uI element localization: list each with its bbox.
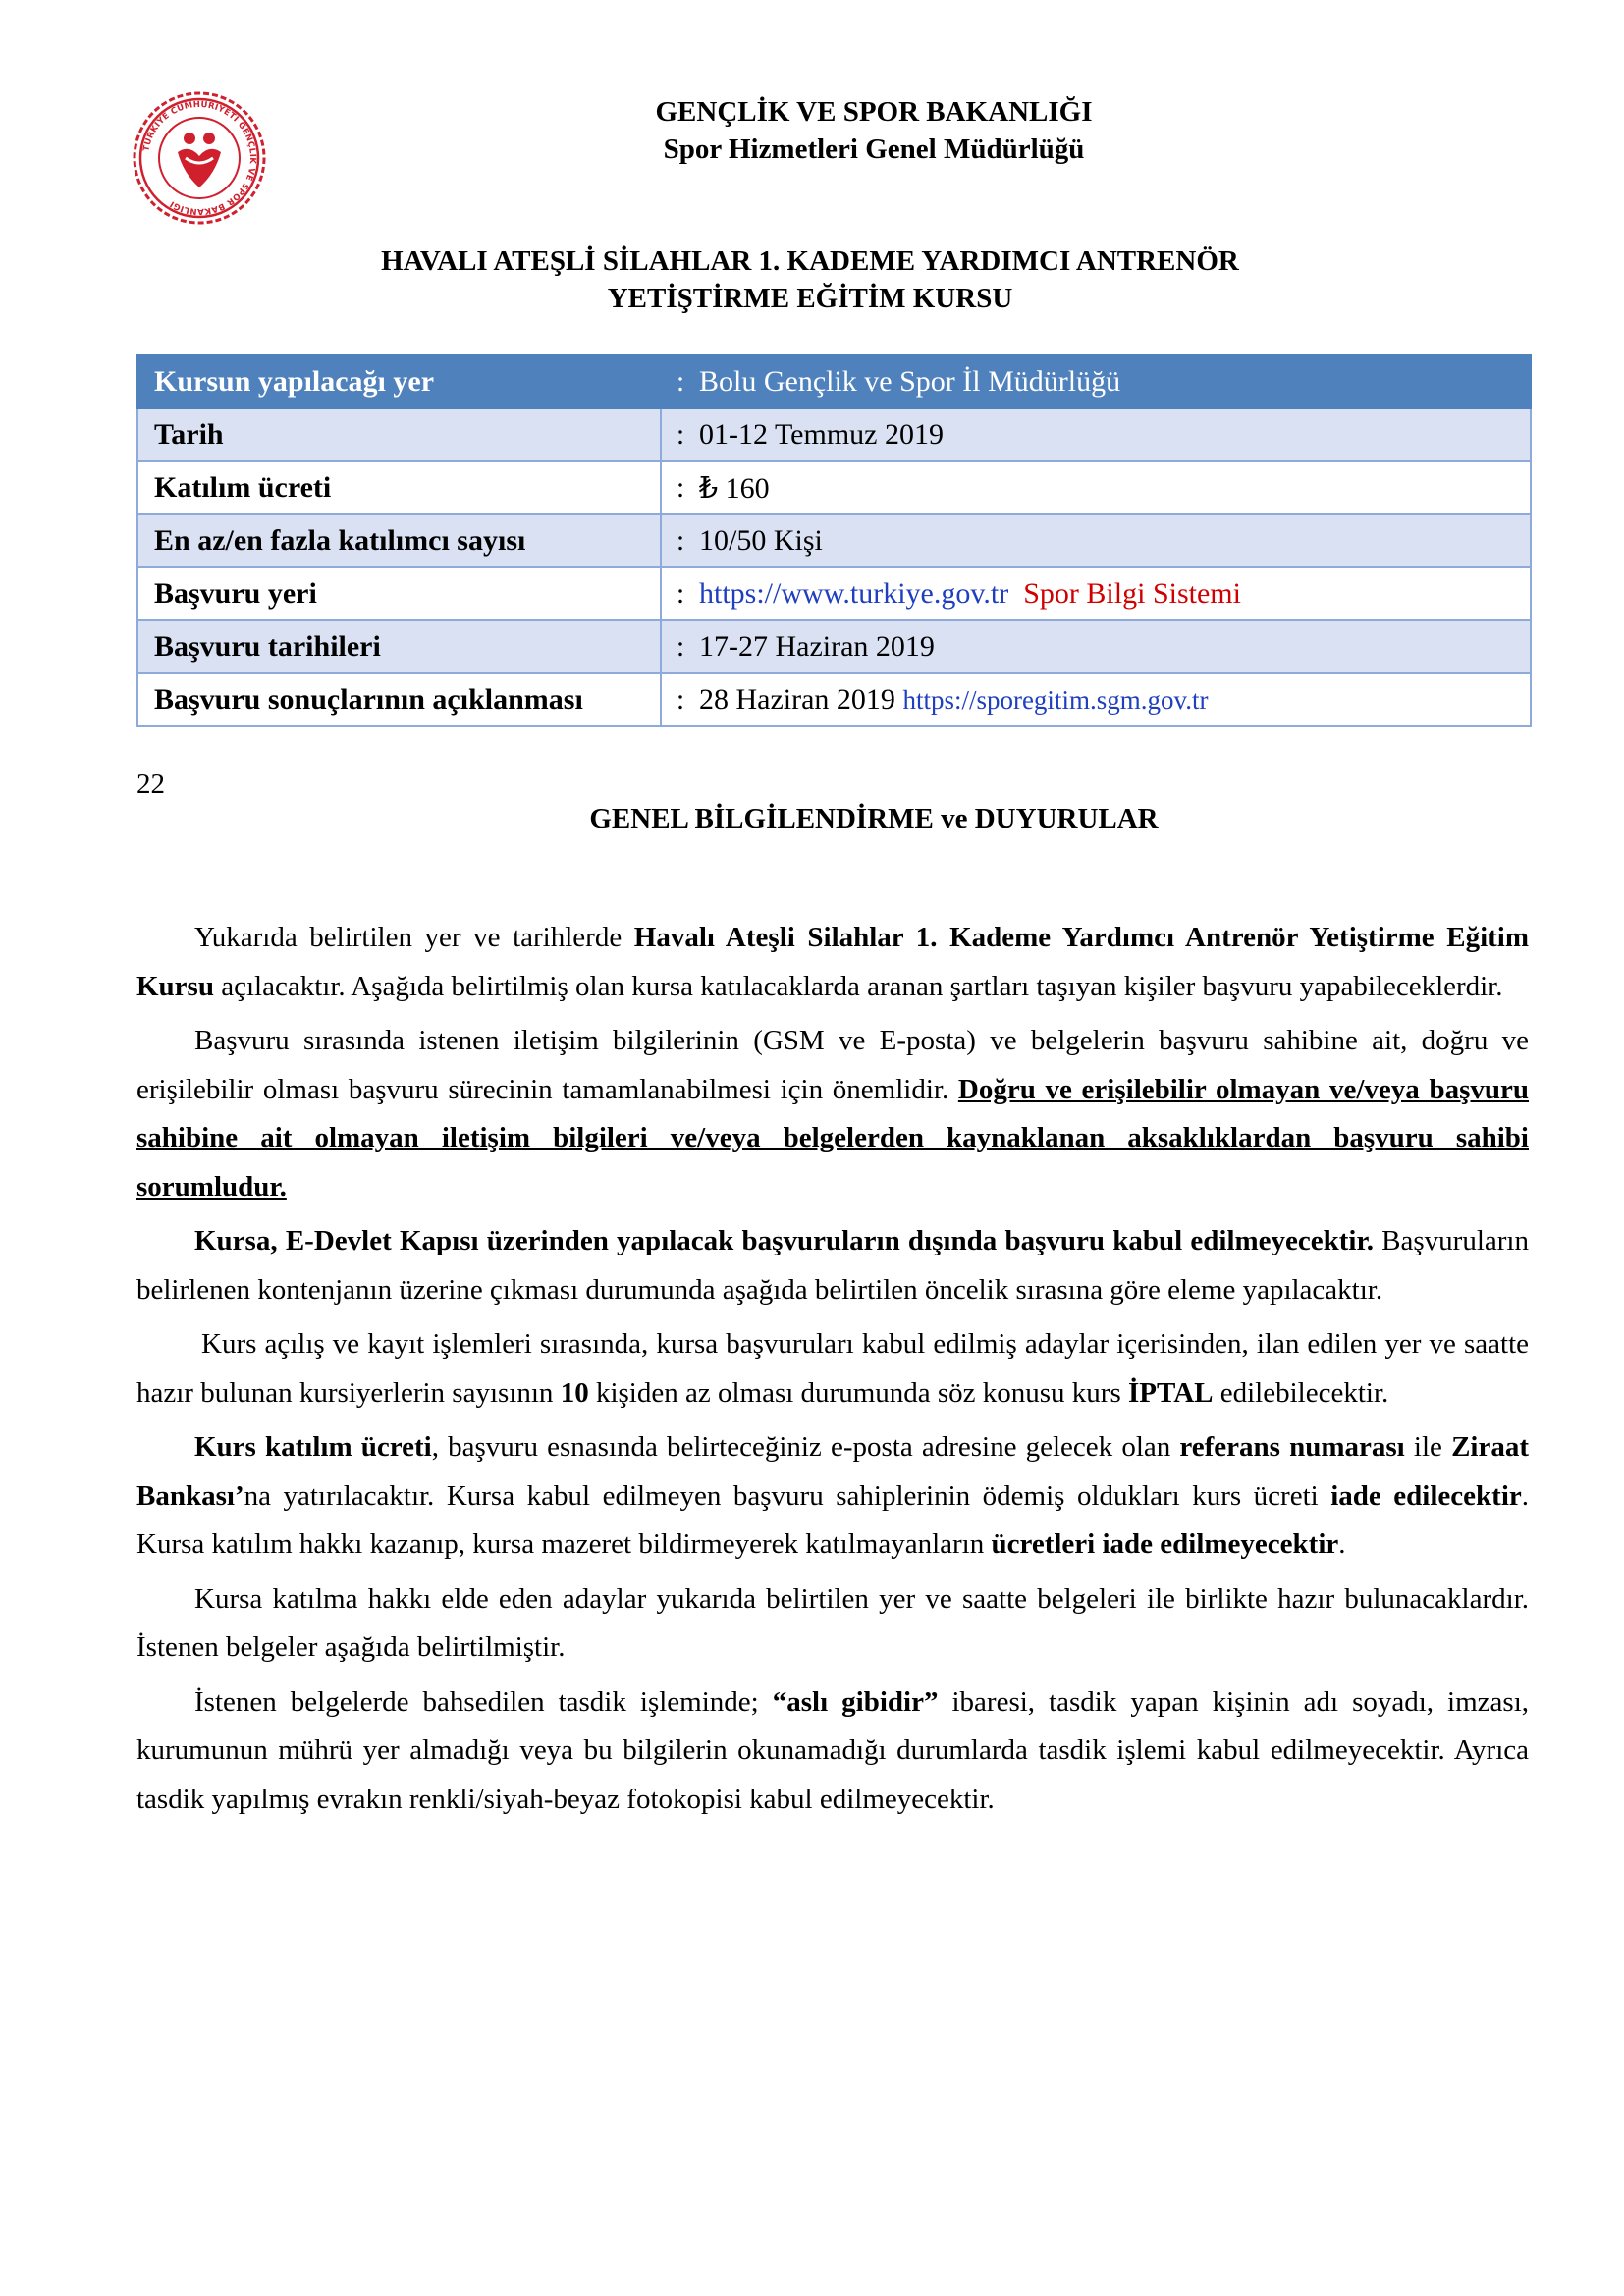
course-name-bold: Havalı Ateşli Silahlar 1. Kademe Yardımcı Antrenör Yetiştirme Eğitim Kursu <box>136 922 1529 1002</box>
text-run: Başvuruların belirlenen kontenjanın üzerine çıkması durumunda aşağıda belirtilen öncelik sırasına göre eleme yapılacaktır. <box>136 1225 1529 1306</box>
text-run: . Kursa katılım hakkı kazanıp, kursa mazeret bildirmeyerek katılmayanların <box>136 1479 1529 1560</box>
paragraph-1 <box>136 914 1529 1011</box>
document-header <box>324 93 1424 168</box>
row-label: Başvuru yeri <box>137 567 661 620</box>
table-row <box>137 408 1531 461</box>
directorate-name: Spor Hizmetleri Genel Müdürlüğü <box>663 133 1085 165</box>
paragraph-4 <box>136 1320 1529 1417</box>
cancel-word: İPTAL <box>1128 1376 1214 1409</box>
row-separator: : <box>661 461 699 514</box>
row-value <box>699 567 1531 620</box>
text-run: Yukarıda belirtilen yer ve tarihlerde <box>194 922 634 953</box>
table-row <box>137 567 1531 620</box>
minimum-count: 10 <box>560 1376 589 1409</box>
text-run: , başvuru esnasında belirteceğiniz e-posta adresine gelecek olan <box>431 1431 1180 1463</box>
bank-name-bold: Ziraat Bankası’ <box>136 1431 1529 1512</box>
spor-bilgi-sistemi-text: Spor Bilgi Sistemi <box>1023 577 1241 610</box>
row-separator: : <box>661 620 699 673</box>
no-refund-bold: ücretleri iade edilmeyecektir <box>991 1528 1339 1560</box>
table-row <box>137 673 1531 726</box>
row-separator: : <box>661 514 699 567</box>
row-separator: : <box>661 673 699 726</box>
edevlet-only-notice: Kursa, E-Devlet Kapısı üzerinden yapılacak başvuruların dışında başvuru kabul edilmeyecektir. <box>194 1225 1374 1256</box>
text-run: ibaresi, tasdik yapan kişinin adı soyadı, imzası, kurumunun mührü yer almadığı veya bu bilgilerin okunamadığı durumlarda tasdik işlemi kabul edilmeyecektir. Ayrıca tasdik yapılmış evrakın renkli/siyah-beyaz fotokopisi kabul edilmeyecektir. <box>136 1685 1530 1815</box>
text-run: açılacaktır. Aşağıda belirtilmiş olan kursa katılacaklarda aranan şartları taşıyan kişiler başvuru yapabileceklerdir. <box>213 970 1503 1002</box>
certified-copy-bold: “aslı gibidir” <box>772 1685 939 1718</box>
text-run: na yatırılacaktır. Kursa kabul edilmeyen başvuru sahiplerinin ödemiş oldukları kurs ücreti <box>244 1479 1331 1512</box>
ministry-logo <box>129 87 270 229</box>
results-date: 28 Haziran 2019 <box>699 683 895 716</box>
table-row <box>137 514 1531 567</box>
ministry-name: GENÇLİK VE SPOR BAKANLIĞI <box>655 96 1093 128</box>
ministry-seal-icon <box>129 87 270 229</box>
paragraph-3 <box>136 1217 1529 1314</box>
row-value: 01-12 Temmuz 2019 <box>699 408 1531 461</box>
text-run: Başvuru sırasında istenen iletişim bilgilerinin (GSM ve E-posta) ve belgelerin başvuru sahibine ait, doğru ve erişilebilir olması başvuru sürecinin tamamlanabilmesi için önemlidir. <box>136 1025 1529 1105</box>
row-label: En az/en fazla katılımcı sayısı <box>137 514 661 567</box>
row-value: ₺ 160 <box>699 461 1531 514</box>
refund-bold: iade edilecektir <box>1330 1479 1522 1512</box>
paragraph-2 <box>136 1017 1529 1211</box>
course-title-line-1: HAVALI ATEŞLİ SİLAHLAR 1. KADEME YARDIMCI ANTRENÖR <box>381 245 1239 277</box>
table-row <box>137 461 1531 514</box>
sporegitim-link[interactable]: https://sporegitim.sgm.gov.tr <box>902 685 1209 715</box>
row-value: 17-27 Haziran 2019 <box>699 620 1531 673</box>
turkiye-gov-link[interactable]: https://www.turkiye.gov.tr <box>699 577 1009 610</box>
paragraph-5 <box>136 1423 1529 1570</box>
row-label: Tarih <box>137 408 661 461</box>
reference-number-bold: referans numarası <box>1179 1431 1405 1463</box>
announcement-body <box>136 914 1529 1830</box>
row-label: Katılım ücreti <box>137 461 661 514</box>
row-value: 10/50 Kişi <box>699 514 1531 567</box>
svg-text:TÜRKİYE CUMHURİYETİ GENÇLİK VE: TÜRKİYE CUMHURİYETİ GENÇLİK VE SPOR BAKANLIĞI <box>141 99 258 217</box>
text-run: Kurs açılış ve kayıt işlemleri sırasında, kursa başvuruları kabul edilmiş adaylar içerisinden, ilan edilen yer ve saatte hazır bulunan kursiyerlerin sayısının <box>136 1328 1529 1409</box>
table-row <box>137 620 1531 673</box>
responsibility-warning: Doğru ve erişilebilir olmayan ve/veya başvuru sahibine ait olmayan iletişim bilgileri ve/veya belgelerden kaynaklanan aksaklıklardan başvuru sahibi sorumludur. <box>136 1073 1529 1202</box>
text-run: kişiden az olması durumunda söz konusu kurs <box>588 1376 1129 1409</box>
text-run: ile <box>1404 1431 1452 1463</box>
row-label: Başvuru sonuçlarının açıklanması <box>137 673 661 726</box>
text-run: edilebilecektir. <box>1213 1376 1389 1409</box>
course-title-line-2: YETİŞTİRME EĞİTİM KURSU <box>607 283 1013 314</box>
text-run: İstenen belgelerde bahsedilen tasdik işleminde; <box>194 1685 773 1718</box>
section-title: GENEL BİLGİLENDİRME ve DUYURULAR <box>589 803 1159 834</box>
paragraph-6 <box>136 1575 1529 1673</box>
row-separator: : <box>661 567 699 620</box>
row-label: Başvuru tarihileri <box>137 620 661 673</box>
fee-bold: Kurs katılım ücreti <box>194 1431 432 1463</box>
row-label: Kursun yapılacağı yer <box>137 355 661 408</box>
paragraph-7 <box>136 1679 1529 1825</box>
row-value: Bolu Gençlik ve Spor İl Müdürlüğü <box>699 355 1531 408</box>
text-run: . <box>1338 1528 1346 1560</box>
page-number: 22 <box>136 769 165 800</box>
course-info-table <box>136 354 1532 727</box>
table-row <box>137 355 1531 408</box>
row-separator: : <box>661 408 699 461</box>
row-separator: : <box>661 355 699 408</box>
course-title <box>177 242 1443 317</box>
row-value <box>699 673 1531 726</box>
text-run: Kursa katılma hakkı elde eden adaylar yukarıda belirtilen yer ve saatte belgeleri ile birlikte hazır bulunacaklardır. İstenen belgeler aşağıda belirtilmiştir. <box>136 1582 1529 1663</box>
